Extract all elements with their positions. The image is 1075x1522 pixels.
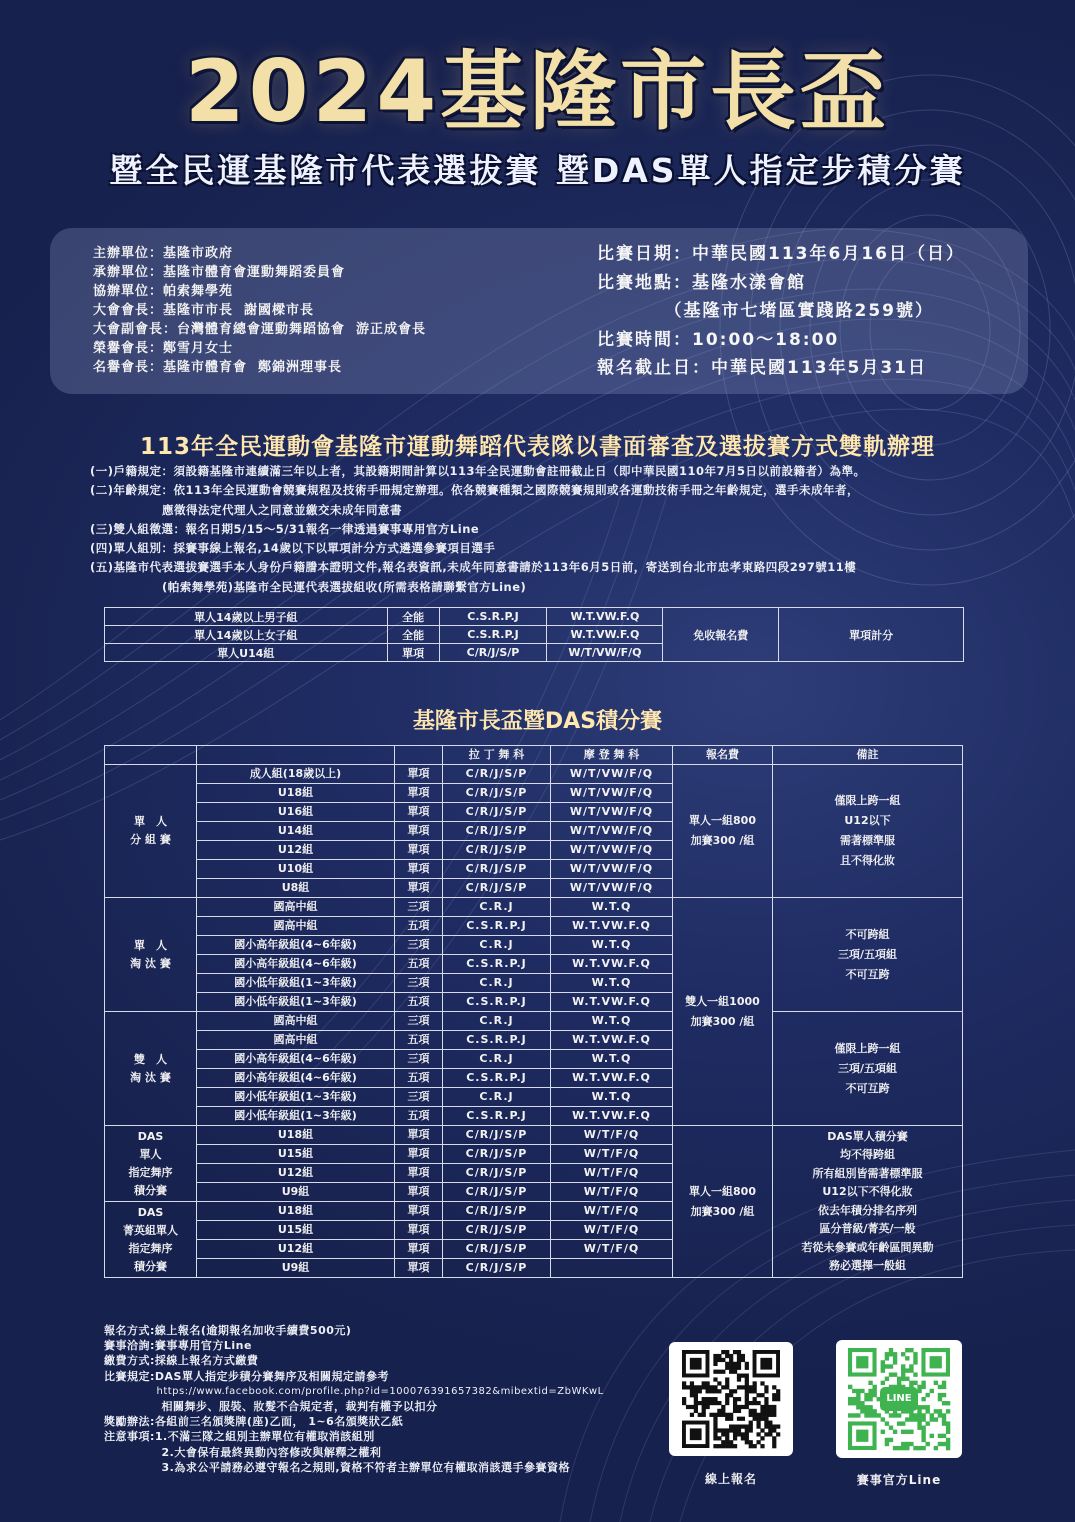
footer-info (104, 1323, 604, 1475)
remarks-cell (773, 1012, 963, 1126)
latin-cell: C.S.R.P.J (443, 993, 551, 1012)
latin-cell: C.S.R.P.J (443, 1031, 551, 1050)
organizer-line: 榮譽會長：鄭雪月女士 (93, 341, 234, 356)
group-cell: U12組 (197, 1164, 395, 1183)
remark-line: 三項/五項組 (837, 947, 898, 961)
standard-cell: W/T/F/Q (551, 1183, 673, 1202)
standard-cell: W/T/F/Q (551, 1145, 673, 1164)
kind-cell: 五項 (395, 1031, 443, 1050)
latin-cell: C.R.J (443, 1050, 551, 1069)
table-row (105, 608, 964, 626)
kind-cell: 三項 (395, 1050, 443, 1069)
group-cell: 單人14歲以上女子組 (105, 626, 388, 644)
remark-line: 均不得跨組 (840, 1148, 895, 1161)
fee-cell (673, 898, 773, 1126)
header-blank (105, 746, 197, 765)
remark-line: 三項/五項組 (837, 1061, 898, 1075)
fee-cell (673, 765, 773, 898)
kind-cell: 單項 (395, 1145, 443, 1164)
latin-cell: C/R/J/S/P (443, 822, 551, 841)
standard-cell: W.T.Q (551, 936, 673, 955)
header-blank (395, 746, 443, 765)
group-cell: 國高中組 (197, 1031, 395, 1050)
footer-line: 注意事項:1.不滿三隊之組別主辦單位有權取消該組別 (104, 1430, 375, 1444)
standard-cell: W/T/VW/F/Q (551, 765, 673, 784)
kind-cell: 單項 (395, 1221, 443, 1240)
rule-item: (五)基隆市代表選拔賽選手本人身份戶籍謄本證明文件,報名表資訊,未成年同意書請於113年6月5日前，寄送到台北市忠孝東路四段297號11樓 (90, 560, 857, 575)
category-label: 分 組 賽 (130, 833, 171, 846)
latin-cell: C/R/J/S/P (443, 1164, 551, 1183)
standard-cell (551, 1259, 673, 1278)
rule-item: (四)單人組別：採賽事線上報名,14歲以下以單項計分方式遴選參賽項目選手 (90, 541, 496, 556)
rules-list (90, 462, 866, 597)
standard-cell: W.T.Q (551, 1012, 673, 1031)
rule-item: 應徵得法定代理人之同意並繳交未成年同意書 (90, 502, 402, 517)
poster-title: 2024基隆市長盃 (184, 42, 891, 142)
event-address: （基隆市七堵區實踐路259號） (597, 301, 934, 321)
kind-cell: 五項 (395, 993, 443, 1012)
line-official-caption: 賽事官方Line (856, 1473, 942, 1487)
kind-cell: 單項 (395, 879, 443, 898)
group-cell: 國小低年級組(1~3年級) (197, 1088, 395, 1107)
group-cell: U18組 (197, 1202, 395, 1221)
group-cell: U16組 (197, 803, 395, 822)
standard-cell: W.T.Q (551, 1088, 673, 1107)
kind-cell: 單項 (395, 860, 443, 879)
remark-line: DAS單人積分賽 (827, 1129, 908, 1143)
fee-cell (673, 1126, 773, 1278)
group-cell: U18組 (197, 1126, 395, 1145)
section-title-das: 基隆市長盃暨DAS積分賽 (412, 709, 663, 734)
standard-cell: W.T.Q (551, 974, 673, 993)
facebook-link[interactable]: https://www.facebook.com/profile.php?id=100076391657382&mibextid=ZbWKwL (104, 1385, 604, 1397)
category-cell (105, 1202, 197, 1278)
event-date: 比賽日期：中華民國113年6月16日（日） (597, 244, 965, 264)
remarks-cell (773, 1126, 963, 1278)
group-cell: U15組 (197, 1145, 395, 1164)
standard-cell: W/T/F/Q (551, 1221, 673, 1240)
kind-cell: 五項 (395, 1069, 443, 1088)
group-cell: 國小低年級組(1~3年級) (197, 1107, 395, 1126)
standard-cell: W/T/VW/F/Q (551, 860, 673, 879)
group-cell: U8組 (197, 879, 395, 898)
table-row (105, 898, 963, 917)
group-cell: U12組 (197, 841, 395, 860)
competition-table (104, 745, 963, 1278)
standard-cell: W/T/VW/F/Q (551, 803, 673, 822)
kind-cell: 三項 (395, 1088, 443, 1107)
organizer-line: 承辦單位：基隆市體育會運動舞蹈委員會 (93, 265, 346, 280)
standard-cell: W/T/F/Q (551, 1202, 673, 1221)
remark-line: 不可互跨 (845, 967, 890, 981)
kind-cell: 單項 (395, 803, 443, 822)
standard-cell: W/T/VW/F/Q (547, 644, 663, 662)
latin-cell: C/R/J/S/P (443, 1221, 551, 1240)
standard-cell: W/T/VW/F/Q (551, 822, 673, 841)
latin-cell: C/R/J/S/P (443, 784, 551, 803)
category-label: 雙 人 (134, 1052, 167, 1066)
standard-cell: W/T/VW/F/Q (551, 879, 673, 898)
table-row (105, 765, 963, 784)
competition-table-body (105, 746, 963, 1278)
kind-cell: 五項 (395, 1107, 443, 1126)
standard-cell: W.T.VW.F.Q (551, 1031, 673, 1050)
remark-line: 不可互跨 (845, 1081, 890, 1095)
category-cell (105, 898, 197, 1012)
remark-line: 需著標準服 (840, 834, 895, 847)
footer-line: 3.為求公平請務必遵守報名之規則,資格不符者主辦單位有權取消該選手參賽資格 (104, 1460, 571, 1474)
standard-cell: W/T/F/Q (551, 1240, 673, 1259)
remark-line: 若從未參賽或年齡區間異動 (801, 1240, 934, 1254)
category-label: 菁英組單人 (123, 1223, 178, 1237)
category-label: 淘 汰 賽 (130, 956, 171, 970)
standard-cell: W/T/VW/F/Q (551, 841, 673, 860)
remark-line: 且不得化妝 (840, 854, 895, 867)
category-label: 單 人 (134, 938, 167, 952)
section-title-selection: 113年全民運動會基隆市運動舞蹈代表隊以書面審查及選拔賽方式雙軌辦理 (139, 434, 935, 460)
remarks-cell (773, 765, 963, 898)
poster-subtitle: 暨全民運基隆市代表選拔賽 暨DAS單人指定步積分賽 (109, 151, 966, 190)
latin-cell: C/R/J/S/P (443, 1240, 551, 1259)
kind-cell: 全能 (387, 626, 439, 644)
rule-item: (二)年齡規定：依113年全民運動會競賽規程及技術手冊規定辦理。依各競賽種類之國際競賽規則或各運動技術手冊之年齡規定，選手未成年者， (90, 483, 860, 498)
latin-cell: C.S.R.P.J (439, 626, 547, 644)
fee-line: 加賽300 /組 (690, 1204, 755, 1218)
group-cell: 國高中組 (197, 1012, 395, 1031)
group-cell: U18組 (197, 784, 395, 803)
online-registration-qr[interactable] (669, 1342, 793, 1456)
rule-item: (三)雙人組徵選：報名日期5/15～5/31報名一律透過賽事專用官方Line (90, 521, 480, 536)
remark-line: 僅限上跨一組 (834, 1041, 901, 1055)
remark-line: 依去年積分排名序列 (818, 1203, 917, 1217)
latin-cell: C.R.J (443, 898, 551, 917)
organizer-line: 名譽會長：基隆市體育會 鄭錦洲理事長 (93, 360, 343, 375)
remark-line: U12以下 (844, 814, 891, 827)
latin-cell: C.R.J (443, 1012, 551, 1031)
organizer-line: 協辦單位：帕索舞學苑 (93, 284, 234, 299)
kind-cell: 三項 (395, 898, 443, 917)
online-registration-caption: 線上報名 (704, 1472, 757, 1486)
footer-line: 2.大會保有最終異動內容修改與解釋之權利 (104, 1445, 382, 1459)
selection-table (104, 607, 964, 662)
table-header-row (105, 746, 963, 765)
group-cell: 國小高年級組(4~6年級) (197, 936, 395, 955)
category-label: 單 人 (134, 815, 167, 828)
group-cell: U15組 (197, 1221, 395, 1240)
footer-line: 相關舞步、服裝、妝髮不合規定者，裁判有權予以扣分 (104, 1400, 438, 1414)
group-cell: 成人組(18歲以上) (197, 765, 395, 784)
header-blank (197, 746, 395, 765)
latin-cell: C.S.R.P.J (443, 1107, 551, 1126)
standard-cell: W.T.VW.F.Q (551, 955, 673, 974)
category-cell (105, 765, 197, 898)
category-label: 積分賽 (134, 1183, 167, 1197)
kind-cell: 三項 (395, 974, 443, 993)
organizer-line: 主辦單位：基隆市政府 (93, 246, 234, 261)
group-cell: 國高中組 (197, 898, 395, 917)
qr-code-icon (669, 1342, 793, 1456)
latin-cell: C.R.J (443, 974, 551, 993)
category-cell (105, 1126, 197, 1202)
kind-cell: 單項 (395, 784, 443, 803)
latin-cell: C/R/J/S/P (439, 644, 547, 662)
latin-cell: C/R/J/S/P (443, 765, 551, 784)
group-cell: 單人14歲以上男子組 (105, 608, 388, 626)
latin-cell: C/R/J/S/P (443, 1183, 551, 1202)
standard-cell: W.T.VW.F.Q (547, 626, 663, 644)
fee-line: 雙人一組1000 (685, 994, 760, 1008)
latin-cell: C.R.J (443, 936, 551, 955)
remarks-cell (773, 898, 963, 1012)
kind-cell: 單項 (395, 1240, 443, 1259)
kind-cell: 單項 (395, 1202, 443, 1221)
remark-line: 務必選擇一般組 (829, 1259, 906, 1272)
event-venue: 比賽地點：基隆水漾會館 (597, 272, 806, 293)
fee-cell: 免收報名費 (663, 608, 779, 662)
latin-cell: C/R/J/S/P (443, 1259, 551, 1278)
category-label: 指定舞序 (128, 1241, 173, 1255)
kind-cell: 全能 (387, 608, 439, 626)
group-cell: 國小高年級組(4~6年級) (197, 1069, 395, 1088)
latin-cell: C.S.R.P.J (443, 955, 551, 974)
latin-cell: C/R/J/S/P (443, 803, 551, 822)
latin-cell: C/R/J/S/P (443, 1202, 551, 1221)
table-row (105, 1126, 963, 1145)
category-label: DAS (137, 1129, 164, 1143)
kind-cell: 單項 (395, 765, 443, 784)
kind-cell: 單項 (395, 1183, 443, 1202)
fee-line: 單人一組800 (689, 814, 756, 827)
footer-line: 繳費方式:採線上報名方式繳費 (104, 1354, 259, 1368)
latin-cell: C/R/J/S/P (443, 879, 551, 898)
kind-cell: 單項 (395, 822, 443, 841)
latin-cell: C/R/J/S/P (443, 841, 551, 860)
rule-item: (一)戶籍規定：須設籍基隆市連續滿三年以上者，其設籍期間計算以113年全民運動會註冊截止日（即中華民國110年7月5日以前設籍者）為準。 (90, 464, 866, 478)
header-fee: 報名費 (673, 746, 773, 765)
standard-cell: W.T.VW.F.Q (547, 608, 663, 626)
kind-cell: 五項 (395, 955, 443, 974)
footer-line: 賽事洽詢:賽事專用官方Line (104, 1339, 252, 1353)
kind-cell: 單項 (395, 1126, 443, 1145)
latin-cell: C.S.R.P.J (443, 917, 551, 936)
kind-cell: 單項 (395, 841, 443, 860)
kind-cell: 單項 (387, 644, 439, 662)
kind-cell: 三項 (395, 1012, 443, 1031)
group-cell: U10組 (197, 860, 395, 879)
standard-cell: W.T.VW.F.Q (551, 993, 673, 1012)
remark-line: 不可跨組 (845, 927, 890, 941)
fee-line: 加賽300 /組 (690, 834, 755, 847)
scoring-cell: 單項計分 (779, 608, 964, 662)
category-label: DAS (137, 1205, 164, 1219)
group-cell: U12組 (197, 1240, 395, 1259)
group-cell: 國高中組 (197, 917, 395, 936)
latin-cell: C.R.J (443, 1088, 551, 1107)
category-label: 積分賽 (134, 1259, 167, 1273)
group-cell: 國小高年級組(4~6年級) (197, 955, 395, 974)
group-cell: 國小低年級組(1~3年級) (197, 974, 395, 993)
event-time: 比賽時間：10:00～18:00 (597, 329, 840, 350)
remark-line: 僅限上跨一組 (834, 794, 901, 807)
standard-cell: W.T.VW.F.Q (551, 1069, 673, 1088)
group-cell: 單人U14組 (105, 644, 388, 662)
footer-line: 報名方式:線上報名(逾期報名加收手續費500元) (104, 1324, 352, 1337)
category-cell (105, 1012, 197, 1126)
line-logo-icon: LINE (880, 1387, 918, 1411)
header-latin: 拉 丁 舞 科 (443, 746, 551, 765)
organizer-line: 大會會長：基隆市市長 謝國樑市長 (93, 303, 315, 318)
line-official-qr[interactable] (836, 1340, 962, 1458)
standard-cell: W.T.VW.F.Q (551, 1107, 673, 1126)
standard-cell: W/T/F/Q (551, 1164, 673, 1183)
kind-cell: 五項 (395, 917, 443, 936)
latin-cell: C/R/J/S/P (443, 860, 551, 879)
footer-line: 獎勵辦法:各組前三名頒獎牌(座)乙面， 1~6名頒獎狀乙紙 (104, 1415, 404, 1429)
fee-line: 單人一組800 (689, 1184, 756, 1198)
remark-line: 所有組別皆需著標準服 (812, 1166, 923, 1180)
group-cell: U9組 (197, 1259, 395, 1278)
kind-cell: 三項 (395, 936, 443, 955)
header-remarks: 備註 (773, 746, 963, 765)
category-label: 指定舞序 (128, 1165, 173, 1179)
event-info (597, 240, 965, 383)
footer-line: 比賽規定:DAS單人指定步積分賽舞序及相關規定請參考 (104, 1369, 389, 1383)
latin-cell: C/R/J/S/P (443, 1145, 551, 1164)
rule-item: (帕索舞學苑)基隆市全民運代表選拔組收(所需表格請聯繫官方Line) (90, 579, 527, 594)
header-standard: 摩 登 舞 科 (551, 746, 673, 765)
fee-line: 加賽300 /組 (690, 1014, 755, 1028)
standard-cell: W.T.Q (551, 898, 673, 917)
standard-cell: W.T.VW.F.Q (551, 917, 673, 936)
kind-cell: 單項 (395, 1164, 443, 1183)
standard-cell: W/T/VW/F/Q (551, 784, 673, 803)
latin-cell: C.S.R.P.J (439, 608, 547, 626)
standard-cell: W.T.Q (551, 1050, 673, 1069)
remark-line: 區分普級/菁英/一般 (819, 1222, 916, 1235)
category-label: 淘 汰 賽 (130, 1070, 171, 1084)
remark-line: U12以下不得化妝 (822, 1185, 913, 1198)
group-cell: 國小低年級組(1~3年級) (197, 993, 395, 1012)
group-cell: 國小高年級組(4~6年級) (197, 1050, 395, 1069)
group-cell: U9組 (197, 1183, 395, 1202)
organizer-line: 大會副會長：台灣體育總會運動舞蹈協會 游正成會長 (93, 322, 427, 337)
latin-cell: C/R/J/S/P (443, 1126, 551, 1145)
standard-cell: W/T/F/Q (551, 1126, 673, 1145)
registration-deadline: 報名截止日：中華民國113年5月31日 (597, 358, 927, 378)
latin-cell: C.S.R.P.J (443, 1069, 551, 1088)
category-label: 單人 (139, 1147, 162, 1161)
kind-cell: 單項 (395, 1259, 443, 1278)
table-row (105, 1012, 963, 1031)
organizer-list (93, 244, 426, 377)
group-cell: U14組 (197, 822, 395, 841)
